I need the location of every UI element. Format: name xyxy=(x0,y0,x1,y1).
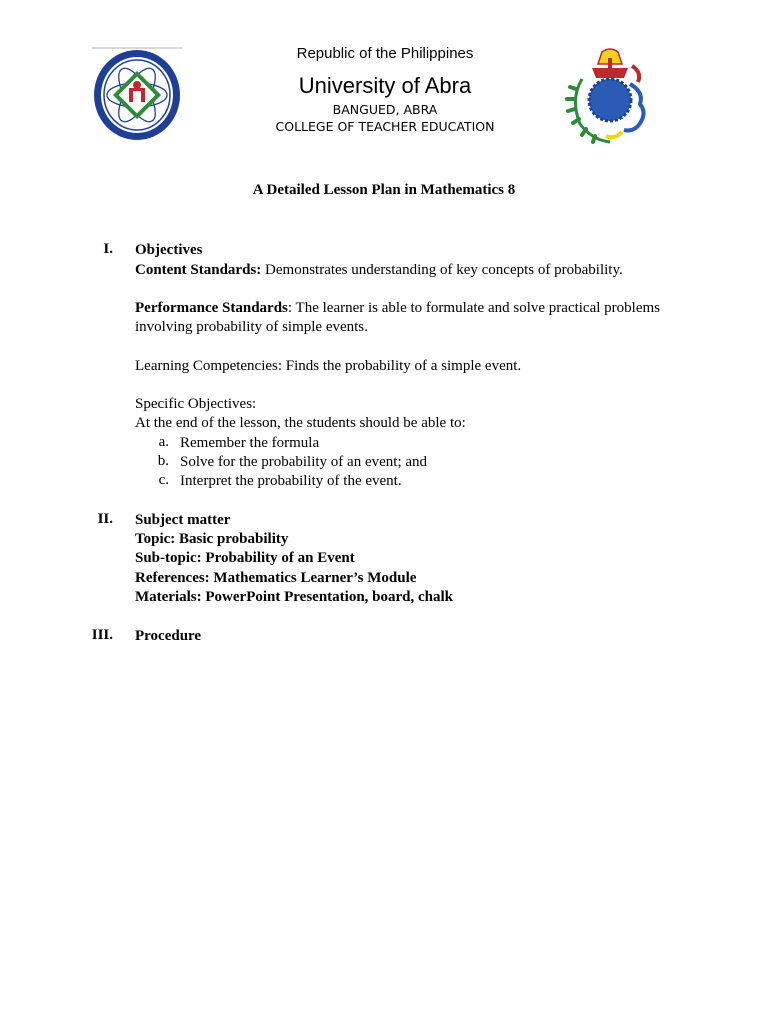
lesson-plan-title: A Detailed Lesson Plan in Mathematics 8 xyxy=(252,182,516,198)
topic-line: Topic: Basic probability xyxy=(135,531,289,547)
content-standards-text: Demonstrates understanding of key concepts of probability. xyxy=(261,262,623,278)
objectives-heading: Objectives xyxy=(135,242,203,258)
content-standards xyxy=(135,261,623,280)
university-name: University of Abra xyxy=(298,73,472,98)
performance-standards-label: Performance Standards xyxy=(135,300,288,316)
references-line: References: Mathematics Learner’s Module xyxy=(135,570,417,586)
country-heading: Republic of the Philippines xyxy=(296,45,474,62)
performance-standards xyxy=(135,299,660,318)
content-standards-label: Content Standards: xyxy=(135,262,262,278)
subject-matter-heading: Subject matter xyxy=(135,512,231,528)
procedure-heading: Procedure xyxy=(135,628,202,644)
objective-item: Interpret the probability of the event. xyxy=(180,473,402,489)
section-numeral-3: III. xyxy=(91,627,113,643)
learning-competencies: Learning Competencies: Finds the probability of a simple event. xyxy=(135,358,522,374)
section-numeral-2: II. xyxy=(97,511,113,527)
specific-objectives-intro: At the end of the lesson, the students should be able to: xyxy=(135,415,466,431)
objective-letter-a: a. xyxy=(158,434,169,450)
subtopic-line: Sub-topic: Probability of an Event xyxy=(135,550,355,566)
objective-letter-b: b. xyxy=(157,453,169,469)
performance-standards-text: : The learner is able to formulate and solve practical problems xyxy=(287,300,660,316)
college-name: COLLEGE OF TEACHER EDUCATION xyxy=(275,119,495,134)
cte-logo xyxy=(562,44,658,148)
performance-standards-continued: involving probability of simple events. xyxy=(135,319,368,335)
university-seal-logo xyxy=(92,47,182,142)
objective-letter-c: c. xyxy=(158,472,169,488)
objective-item: Solve for the probability of an event; and xyxy=(180,454,428,470)
objective-item: Remember the formula xyxy=(180,435,320,451)
specific-objectives-heading: Specific Objectives: xyxy=(135,396,257,412)
section-numeral-1: I. xyxy=(103,241,113,257)
university-location: BANGUED, ABRA xyxy=(332,102,438,117)
materials-line: Materials: PowerPoint Presentation, board, chalk xyxy=(135,589,454,605)
